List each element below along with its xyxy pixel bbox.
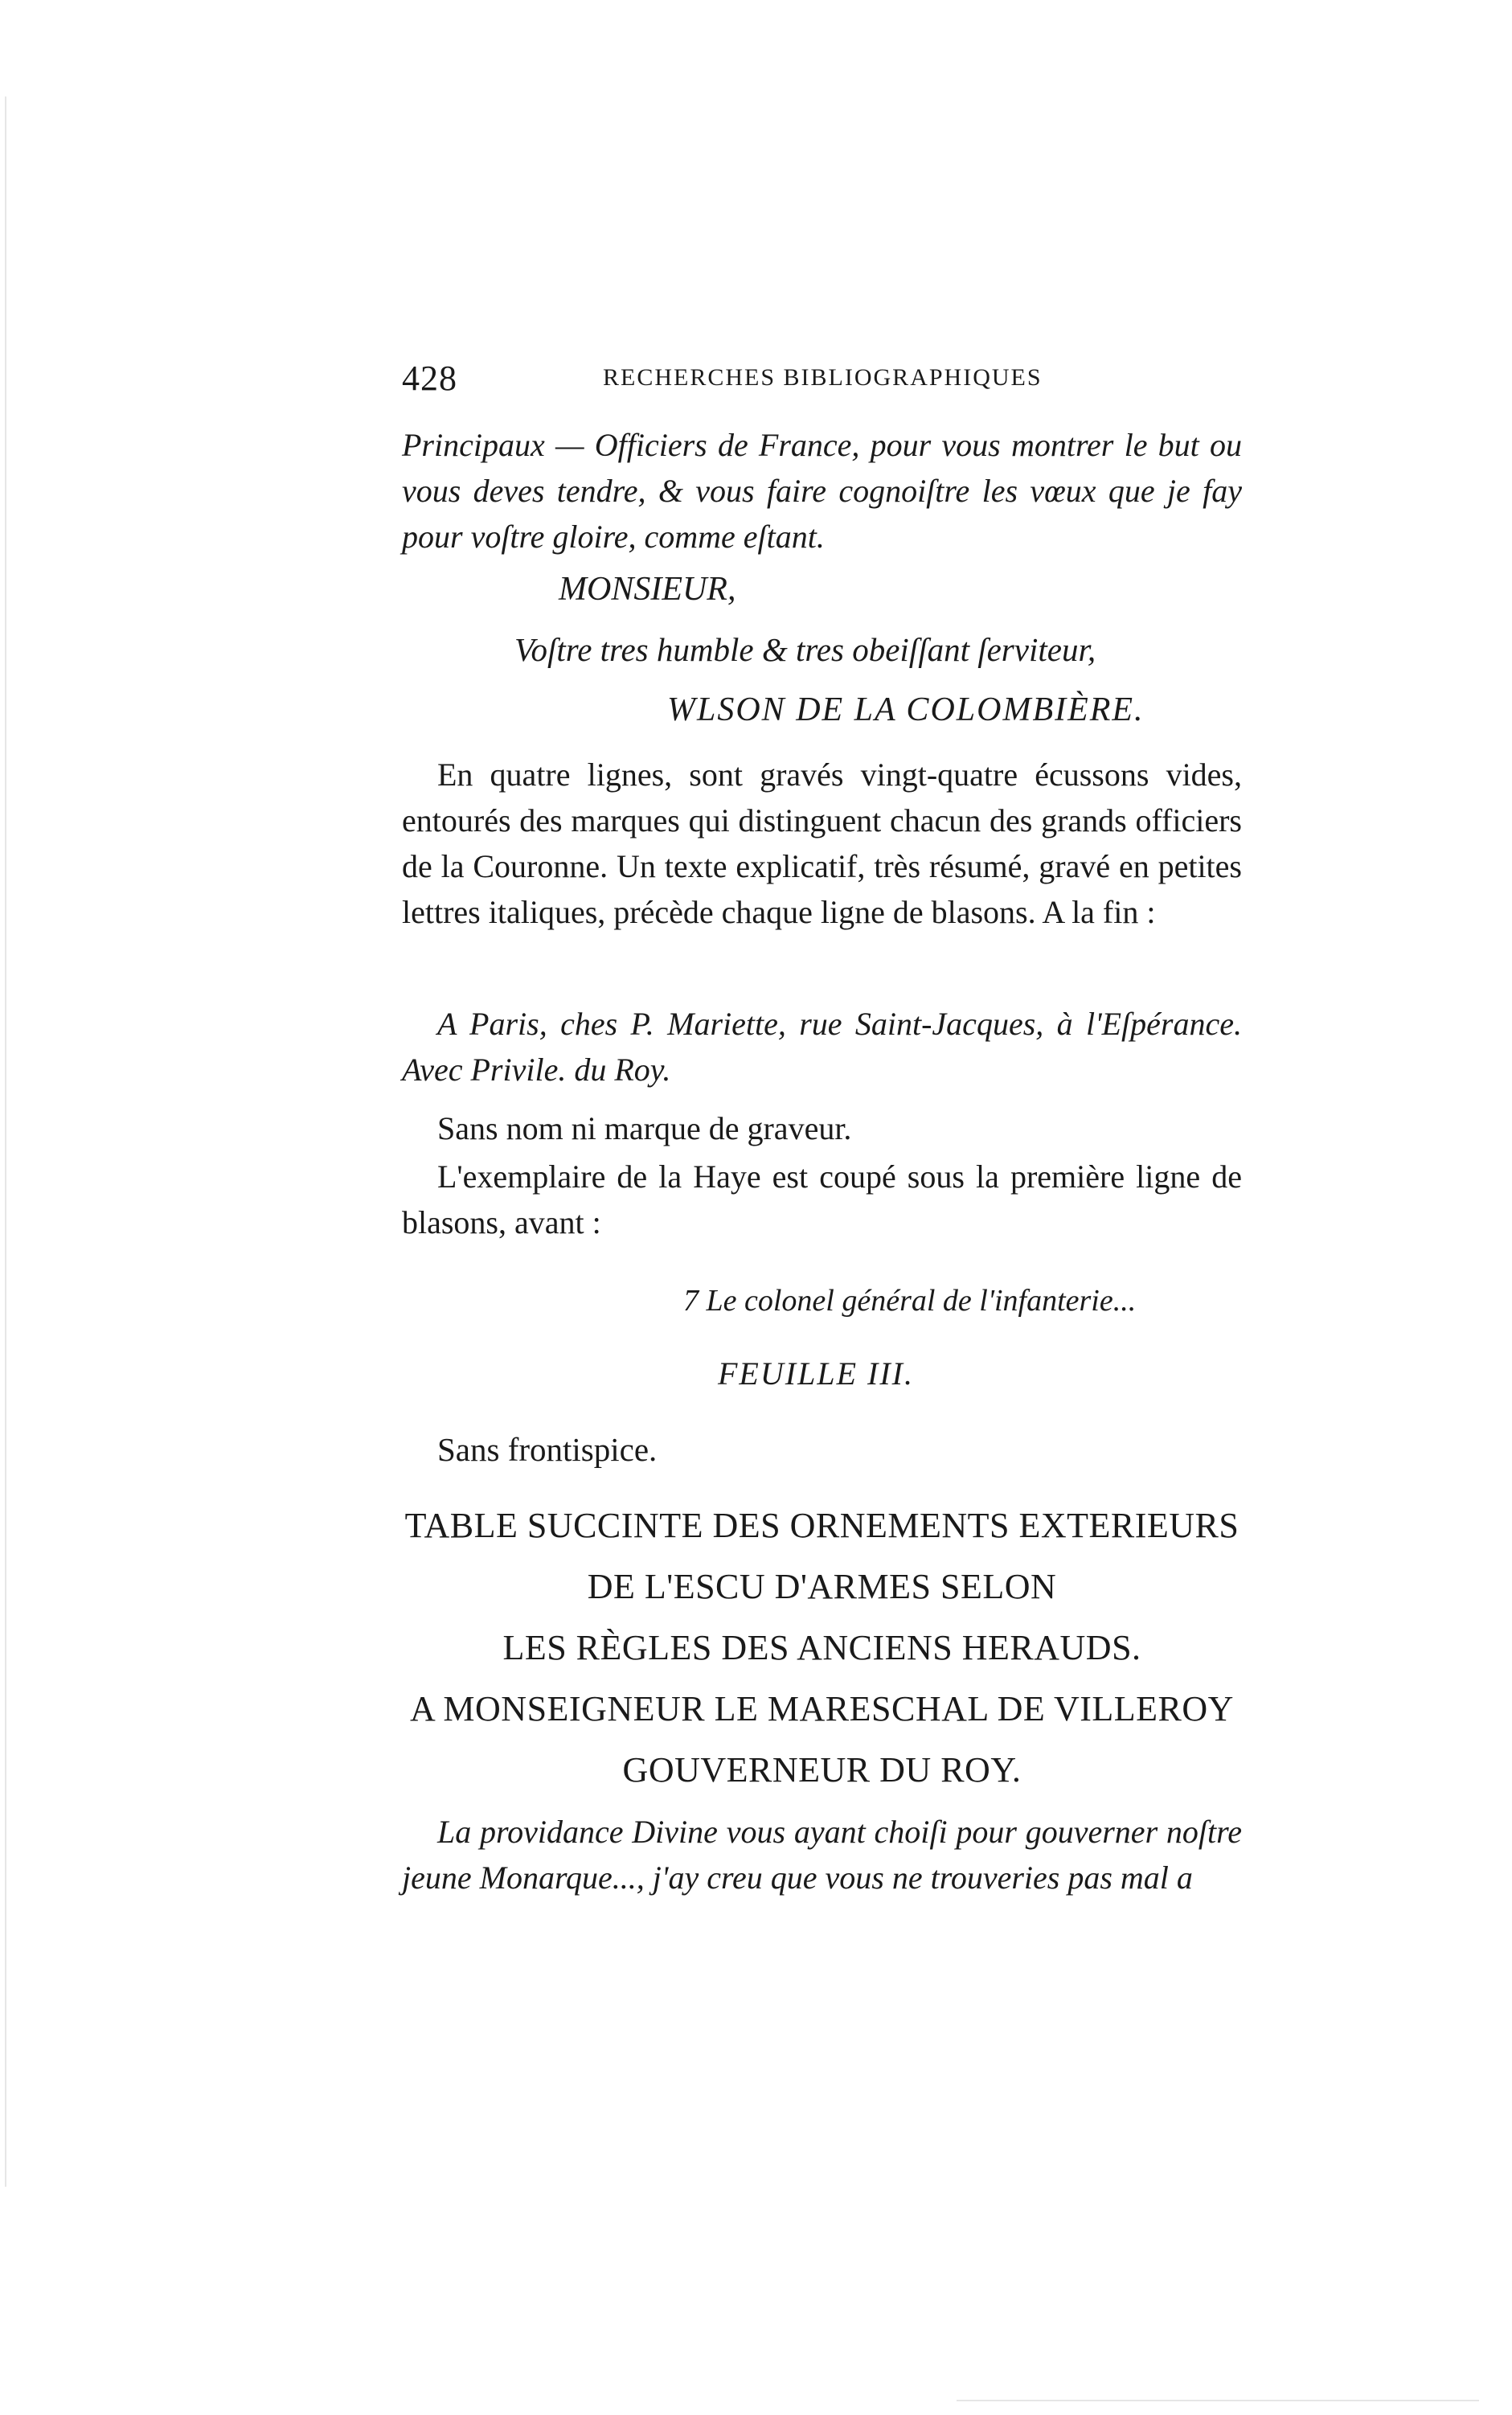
quote-line: 7 Le colonel général de l'infanterie... [683, 1284, 1137, 1318]
title-line-3: LES RÈGLES DES ANCIENS HERAUDS. [502, 1628, 1141, 1667]
dedication-closing: Voſtre tres humble & tres obeiſſant ſerviteur, [514, 631, 1096, 668]
imprint-text: A Paris, ches P. Mariette, rue Saint-Jacques, à l'Eſpérance. Avec Privile. du Roy. [402, 1006, 1242, 1088]
opening-text: La providance Divine vous ayant choiſi pour gouverner noſtre jeune Monarque..., j'ay creu que vous ne trouveries pas mal a [402, 1814, 1242, 1896]
scan-bottom-mark [957, 2400, 1479, 2401]
title-line-1: TABLE SUCCINTE DES ORNEMENTS EXTERIEURS [404, 1506, 1240, 1545]
dedication-salutation: MONSIEUR, [559, 571, 736, 608]
exemplaire-text: L'exemplaire de la Haye est coupé sous la première ligne de blasons, avant : [402, 1158, 1242, 1240]
running-title: RECHERCHES BIBLIOGRAPHIQUES [603, 364, 1043, 391]
description-paragraph: En quatre lignes, sont gravés vingt-quatre écussons vides, entourés des marques qui distinguent chacun des grands officiers de la Couronne. Un texte explicatif, très résumé, gravé en petites lettres italiques, précède chaque ligne de blasons. A la fin : [402, 756, 1242, 930]
running-header [402, 358, 1242, 406]
page-number: 428 [402, 359, 457, 398]
title-line-5: GOUVERNEUR DU ROY. [622, 1750, 1022, 1790]
scan-edge-mark [5, 96, 6, 2187]
sheet-note: Sans frontispice. [437, 1431, 658, 1468]
sheet-heading: FEUILLE III. [718, 1355, 914, 1392]
dedication-text: Principaux — Officiers de France, pour vous montrer le but ou vous deves tendre, & vous faire cognoiſtre les vœux que je fay pour voſtre gloire, comme eſtant. [402, 427, 1242, 555]
dedication-signature: WLSON DE LA COLOMBIÈRE. [667, 691, 1145, 728]
title-line-4: A MONSEIGNEUR LE MARESCHAL DE VILLEROY [410, 1689, 1234, 1728]
no-engraver-text: Sans nom ni marque de graveur. [437, 1110, 852, 1146]
title-block [402, 1495, 1242, 1801]
title-line-2: DE L'ESCU D'ARMES SELON [587, 1567, 1057, 1606]
